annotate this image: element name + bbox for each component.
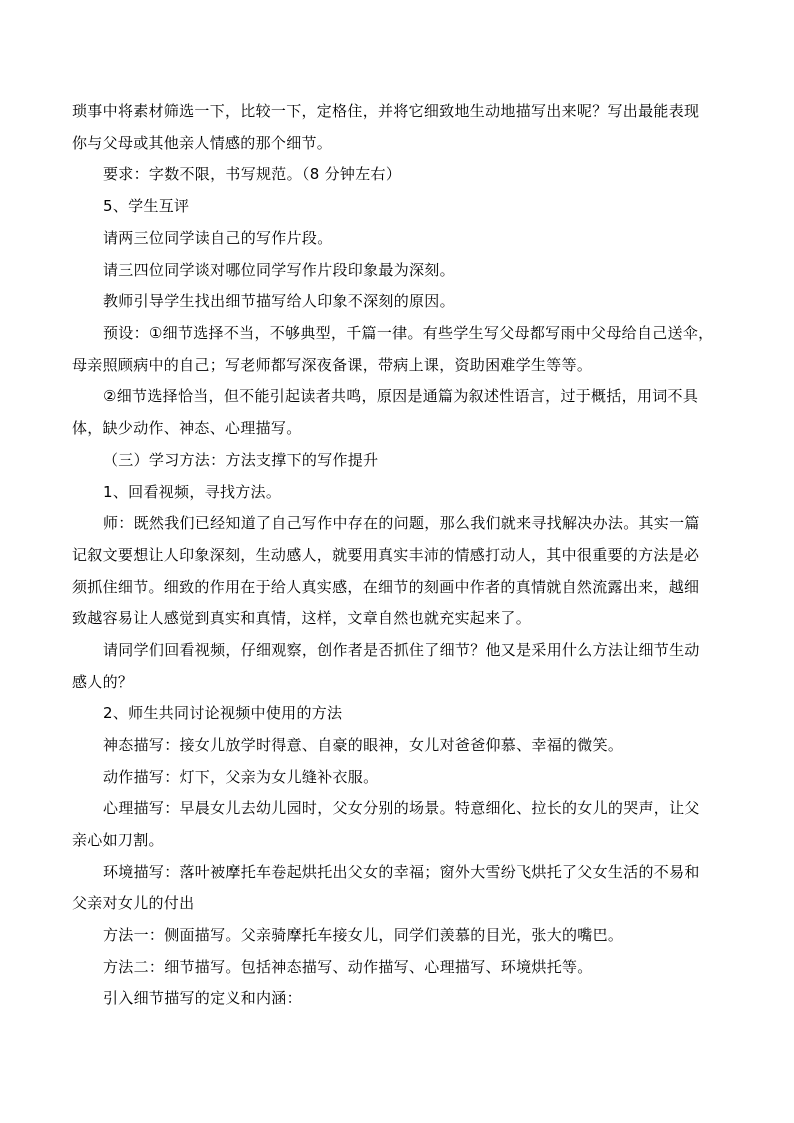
text-line: 你与父母或其他亲人情感的那个细节。 (72, 134, 333, 152)
text-line: 感人的？ (72, 673, 134, 691)
text-line: 方法一：侧面描写。父亲骑摩托车接女儿，同学们羡慕的目光，张大的嘴巴。 (103, 926, 624, 944)
text-line: 亲心如刀割。 (72, 831, 164, 849)
text-line: 体，缺少动作、神态、心理描写。 (72, 419, 302, 437)
text-line: 引入细节描写的定义和内涵： (103, 989, 302, 1007)
text-line: 致越容易让人感觉到真实和真情，这样，文章自然也就充实起来了。 (72, 609, 532, 627)
section-heading: 2、师生共同讨论视频中使用的方法 (103, 704, 343, 722)
text-line: 请同学们回看视频，仔细观察，创作者是否抓住了细节？他又是采用什么方法让细节生动 (103, 641, 700, 659)
text-line: 琐事中将素材筛选一下，比较一下，定格住，并将它细致地生动地描写出来呢？写出最能表现 (72, 102, 700, 120)
text-line: 师：既然我们已经知道了自己写作中存在的问题，那么我们就来寻找解决办法。其实一篇 (103, 514, 700, 532)
text-line: 方法二：细节描写。包括神态描写、动作描写、心理描写、环境烘托等。 (103, 958, 593, 976)
text-line: 环境描写：落叶被摩托车卷起烘托出父女的幸福；窗外大雪纷飞烘托了父女生活的不易和 (103, 863, 700, 881)
text-line: 神态描写：接女儿放学时得意、自豪的眼神，女儿对爸爸仰慕、幸福的微笑。 (103, 736, 624, 754)
text-line: 心理描写：早晨女儿去幼儿园时，父女分别的场景。特意细化、拉长的女儿的哭声，让父 (103, 799, 700, 817)
text-line: 动作描写：灯下，父亲为女儿缝补衣服。 (103, 768, 379, 786)
section-heading: （三）学习方法：方法支撑下的写作提升 (103, 451, 379, 469)
text-line: ②细节选择恰当，但不能引起读者共鸣，原因是通篇为叙述性语言，过于概括，用词不具 (103, 387, 699, 405)
text-line: 要求：字数不限，书写规范。（8 分钟左右） (103, 165, 402, 183)
text-line: 请三四位同学谈对哪位同学写作片段印象最为深刻。 (103, 261, 455, 279)
text-line: 母亲照顾病中的自己；写老师都写深夜备课，带病上课，资助困难学生等等。 (72, 356, 593, 374)
text-line: 预设：①细节选择不当，不够典型，千篇一律。有些学生写父母都写雨中父母给自己送伞， (103, 324, 714, 342)
text-line: 教师引导学生找出细节描写给人印象不深刻的原因。 (103, 292, 455, 310)
section-heading: 5、学生互评 (103, 197, 190, 215)
text-line: 记叙文要想让人印象深刻，生动感人，就要用真实丰沛的情感打动人，其中很重要的方法是必 (72, 546, 700, 564)
text-line: 须抓住细节。细致的作用在于给人真实感，在细节的刻画中作者的真情就自然流露出来，越细 (72, 578, 700, 596)
text-line: 父亲对女儿的付出 (72, 894, 195, 912)
text-line: 请两三位同学读自己的写作片段。 (103, 229, 333, 247)
text-line: 1、回看视频，寻找方法。 (103, 483, 282, 501)
